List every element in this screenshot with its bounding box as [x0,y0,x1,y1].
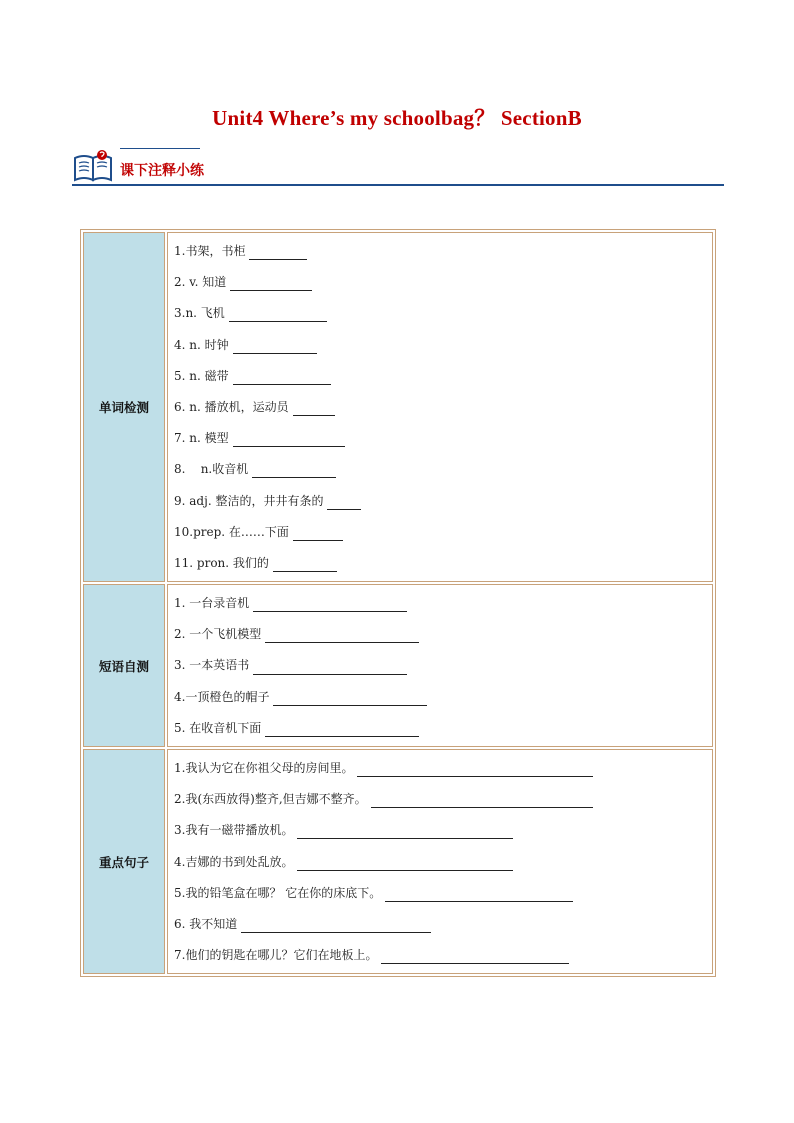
item-prompt: 7.他们的钥匙在哪儿？它们在地板上。 [174,948,378,963]
answer-blank[interactable] [253,597,407,612]
answer-blank[interactable] [265,628,419,643]
section-header [72,146,724,188]
answer-blank[interactable] [357,762,593,777]
item-prompt: 1.我认为它在你祖父母的房间里。 [174,761,354,775]
category-cell: 短语自测 [83,584,165,747]
item-prompt: 1. 一台录音机 [174,596,250,611]
exercise-item [174,236,712,267]
item-prompt: 4. n. 时钟 [174,337,229,352]
items-cell [167,584,713,747]
answer-blank[interactable] [233,370,331,385]
answer-blank[interactable] [371,793,593,808]
exercise-item [174,909,712,940]
exercise-item [174,588,712,619]
answer-blank[interactable] [273,691,427,706]
answer-blank[interactable] [252,463,336,478]
answer-blank[interactable] [253,660,407,675]
exercise-item [174,753,712,784]
category-cell: 单词检测 [83,232,165,582]
item-prompt: 6. n. 播放机，运动员 [174,399,289,414]
answer-blank[interactable] [297,856,513,871]
item-prompt: 8. n.收音机 [174,462,249,477]
item-prompt: 11. pron. 我们的 [174,555,269,570]
answer-blank[interactable] [385,887,573,902]
item-prompt: 3.n. 飞机 [174,306,225,321]
exercise-item [174,298,712,329]
item-prompt: 6. 我不知道 [174,916,238,931]
item-prompt: 3. 一本英语书 [174,658,250,673]
exercise-item [174,713,712,744]
items-cell [167,232,713,582]
answer-blank[interactable] [241,918,431,933]
item-prompt: 10.prep. 在……下面 [174,524,289,539]
item-prompt: 4.一顶橙色的帽子 [174,689,270,704]
exercise-item [174,392,712,423]
exercise-item [174,940,712,971]
table-section [83,749,713,974]
exercise-item [174,330,712,361]
answer-blank[interactable] [297,824,513,839]
answer-blank[interactable] [233,432,345,447]
exercise-item [174,361,712,392]
exercise-item [174,878,712,909]
section-label: 课下注释小练 [120,163,204,179]
item-prompt: 9. adj. 整洁的，井井有条的 [174,493,324,508]
exercise-item [174,784,712,815]
exercise-item [174,682,712,713]
exercise-item [174,423,712,454]
item-prompt: 5.我的铅笔盒在哪？ 它在你的床底下。 [174,885,382,900]
exercise-item [174,486,712,517]
answer-blank[interactable] [265,722,419,737]
answer-blank[interactable] [249,245,307,260]
item-prompt: 2.我(东西放得)整齐,但吉娜不整齐。 [174,792,367,807]
exercise-item [174,650,712,681]
exercise-item [174,548,712,579]
item-prompt: 5. 在收音机下面 [174,720,262,735]
item-prompt: 7. n. 模型 [174,431,229,446]
answer-blank[interactable] [273,557,337,572]
answer-blank[interactable] [233,339,317,354]
exercise-item [174,267,712,298]
header-short-rule [120,148,200,149]
exercise-item [174,815,712,846]
answer-blank[interactable] [229,307,327,322]
items-cell [167,749,713,974]
item-prompt: 3.我有一磁带播放机。 [174,823,294,838]
table-section [83,584,713,747]
exercise-item [174,517,712,548]
exercise-table [80,229,716,977]
exercise-item [174,847,712,878]
category-cell: 重点句子 [83,749,165,974]
item-prompt: 1.书架，书柜 [174,244,246,258]
exercise-item [174,619,712,650]
item-prompt: 2. 一个飞机模型 [174,627,262,642]
item-prompt: 5. n. 磁带 [174,368,229,383]
exercise-item [174,454,712,485]
header-rule [72,184,724,186]
answer-blank[interactable] [381,949,569,964]
open-book-icon [72,148,114,184]
item-prompt: 2. v. 知道 [174,275,227,290]
table-section [83,232,713,582]
answer-blank[interactable] [293,526,343,541]
answer-blank[interactable] [230,276,312,291]
answer-blank[interactable] [293,401,335,416]
item-prompt: 4.吉娜的书到处乱放。 [174,854,294,869]
answer-blank[interactable] [327,495,361,510]
page-title: Unit4 Where’s my schoolbag？ SectionB [212,106,582,130]
